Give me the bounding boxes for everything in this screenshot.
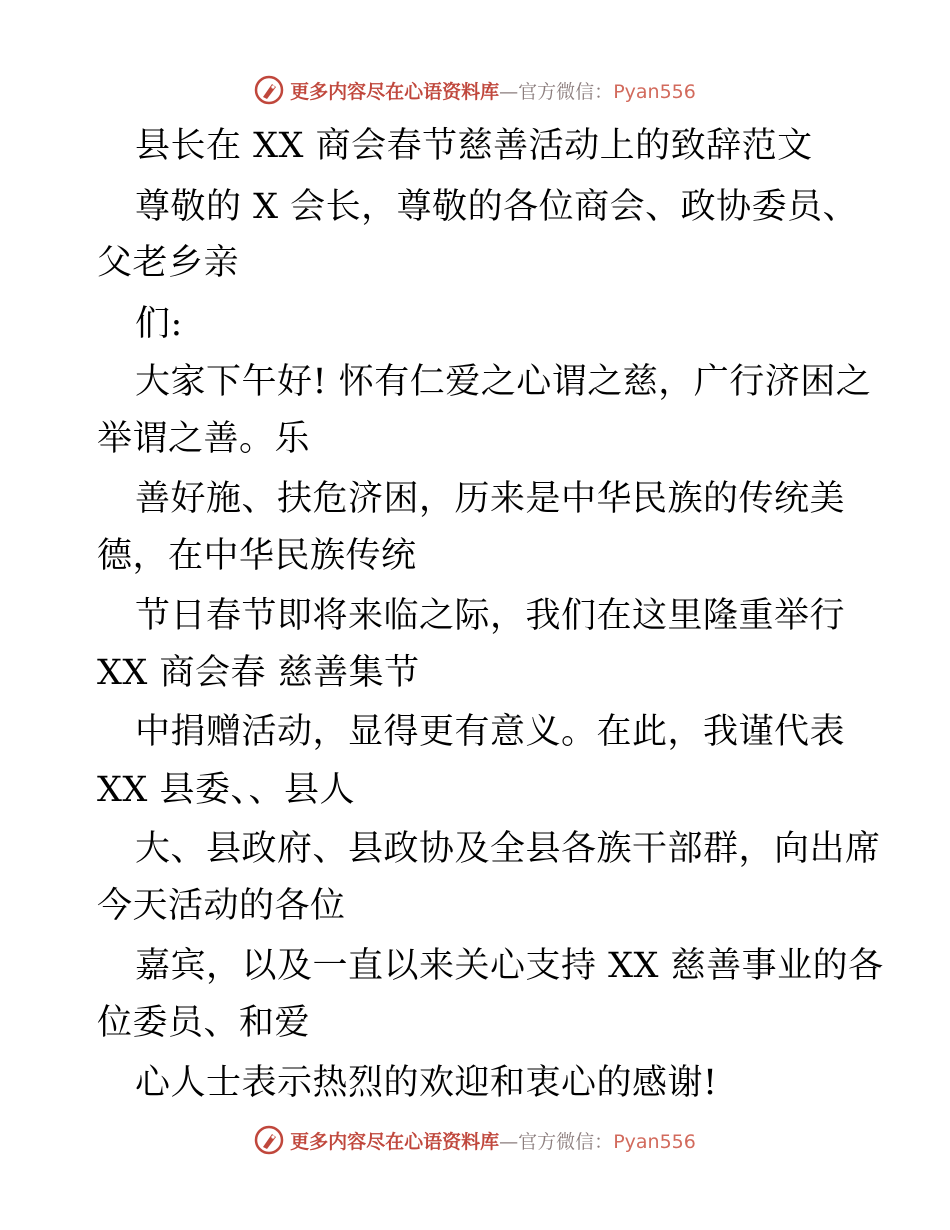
- paragraph-line: 中捐赠活动，显得更有意义。在此，我谨代表: [135, 712, 846, 752]
- footer-dash: —: [499, 1130, 519, 1153]
- header-site-name: 更多内容尽在心语资料库: [290, 80, 500, 103]
- footer-wechat-id: Pyan556: [613, 1130, 696, 1153]
- paragraph-line: 德，在中华民族传统: [97, 536, 417, 576]
- header-wechat-label: 官方微信：: [518, 80, 614, 103]
- paragraph-line: 们:: [135, 304, 183, 344]
- footer-banner: [0, 1120, 950, 1160]
- paragraph-line: 节日春节即将来临之际，我们在这里隆重举行: [135, 596, 846, 636]
- header-dash: —: [499, 80, 519, 103]
- paragraph-line: 父老乡亲: [97, 243, 240, 283]
- header-wechat-id: Pyan556: [613, 80, 696, 103]
- paragraph-line: XX 县委、、县人: [97, 770, 355, 810]
- paragraph-line: 心人士表示热烈的欢迎和衷心的感谢!: [135, 1063, 718, 1103]
- paragraph-line: 嘉宾，以及一直以来关心支持 XX 慈善事业的各: [135, 946, 884, 986]
- paragraph-line: 尊敬的 X 会长，尊敬的各位商会、政协委员、: [135, 187, 859, 227]
- pen-nib-logo-icon: [254, 1125, 284, 1155]
- paragraph-line: XX 商会春 慈善集节: [97, 653, 420, 693]
- paragraph-line: 大家下午好! 怀有仁爱之心谓之慈，广行济困之: [135, 362, 872, 402]
- paragraph-line: 举谓之善。乐: [97, 419, 311, 459]
- paragraph-line: 大、县政府、县政协及全县各族干部群，向出席: [135, 829, 881, 869]
- paragraph-line: 位委员、和爱: [97, 1003, 311, 1043]
- paragraph-line: 善好施、扶危济困，历来是中华民族的传统美: [135, 479, 846, 519]
- document-title: 县长在 XX 商会春节慈善活动上的致辞范文: [135, 126, 813, 166]
- footer-site-name: 更多内容尽在心语资料库: [290, 1130, 500, 1153]
- footer-wechat-label: 官方微信：: [518, 1130, 614, 1153]
- paragraph-line: 今天活动的各位: [97, 886, 346, 926]
